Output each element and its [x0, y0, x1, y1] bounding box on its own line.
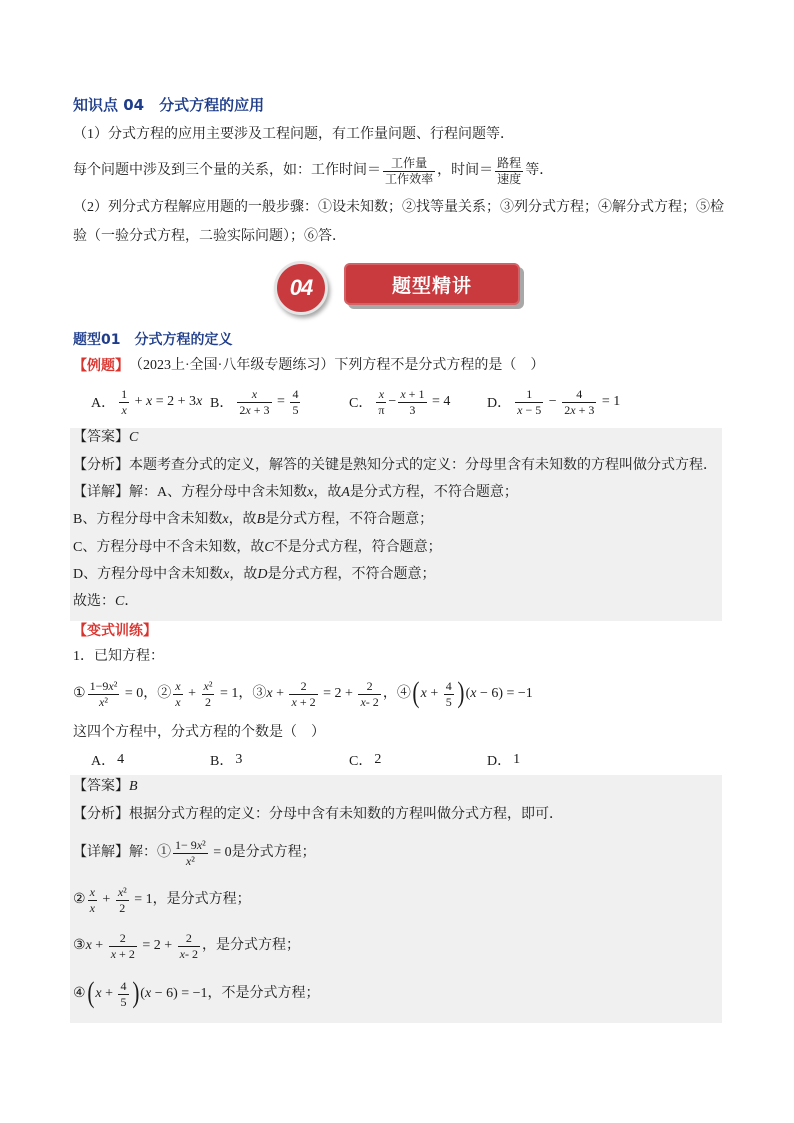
option-value: 2: [374, 752, 382, 767]
text-run: 2: [119, 900, 126, 915]
option-expression: [117, 387, 202, 416]
math-variable: x: [175, 679, 181, 694]
fraction-denominator: [495, 172, 523, 186]
text-run: ²: [202, 838, 206, 853]
fraction-numerator: [515, 387, 543, 401]
fraction-denominator: [202, 695, 215, 709]
text-run: +: [101, 986, 117, 1001]
text-run: 解：①: [129, 845, 171, 860]
math-variable: x: [570, 402, 576, 417]
math-variable: x: [245, 402, 251, 417]
text-run: = 2 +: [319, 686, 357, 701]
detail-line: [73, 538, 442, 558]
knowledge-point-formula-line: [73, 151, 553, 191]
text-run: ²: [123, 885, 127, 900]
answer-line: [73, 428, 138, 448]
fraction: [495, 156, 523, 185]
text-run: −: [388, 394, 397, 409]
detail-text: [129, 483, 518, 503]
math-variable: x: [179, 946, 185, 961]
detail-line: [73, 880, 251, 920]
variant-option-b: [210, 750, 242, 770]
fraction-numerator: [562, 387, 596, 401]
fraction: [109, 931, 137, 960]
detail-line: [73, 974, 320, 1014]
text-run: + 2: [116, 946, 135, 961]
variant-training-tag: 【变式训练】: [73, 623, 157, 639]
option-value: 3: [235, 752, 243, 767]
text-run: +: [98, 892, 114, 907]
text-run: 2: [366, 679, 373, 694]
math-variable: x: [517, 402, 523, 417]
analysis-line: [73, 805, 563, 825]
math-variable: C: [264, 540, 274, 555]
text-run: 5: [292, 402, 299, 417]
answer-tag: 【答案】: [73, 430, 129, 445]
text-run: 1: [526, 387, 533, 402]
math-variable: C: [115, 594, 125, 609]
detail-line: [73, 926, 300, 966]
text-run: +: [131, 394, 147, 409]
text-run: ③: [73, 938, 86, 953]
text-run: 4: [292, 387, 299, 402]
section-title-banner: [344, 263, 520, 305]
text-run: + 1: [405, 387, 425, 402]
example-option-d: [487, 384, 620, 420]
text-run: 路程: [497, 156, 522, 171]
text-run: 5: [445, 694, 452, 709]
math-variable: x: [121, 402, 127, 417]
option-label: C．: [349, 396, 373, 411]
fraction-numerator: [119, 387, 129, 401]
text-run: + 3: [575, 402, 595, 417]
fraction-denominator: [444, 695, 454, 709]
fraction: [289, 679, 317, 708]
option-value: 1: [513, 752, 521, 767]
text-run: 工作效率: [385, 171, 434, 186]
text-run: 1: [121, 387, 128, 402]
knowledge-point-steps-line-continued: 验（一验分式方程，二验实际问题）；⑥答．: [73, 229, 346, 244]
text-run: =: [273, 394, 289, 409]
text-run: = 0是分式方程；: [209, 845, 316, 860]
fraction: [383, 156, 435, 185]
fraction: [562, 387, 596, 416]
fraction-denominator: [119, 403, 129, 417]
fraction-numerator: [88, 679, 120, 693]
fraction-numerator: [237, 387, 271, 401]
option-value: 4: [117, 752, 125, 767]
text-run: 故选：: [73, 594, 115, 609]
math-variable: x: [110, 946, 117, 961]
math-variable: x: [185, 853, 192, 868]
analysis-text: 本题考查分式的定义，解答的关键是熟知分式的定义：分母里含有未知数的方程叫做分式方程．: [129, 458, 717, 473]
text-run: 2: [204, 694, 211, 709]
text-run: 2: [564, 402, 571, 417]
math-variable: x: [420, 686, 427, 701]
option-label: B．: [210, 396, 234, 411]
text-run: 1− 9: [175, 838, 197, 853]
text-run: - 2: [365, 694, 379, 709]
option-label: D．: [487, 396, 512, 411]
fraction-denominator: [290, 403, 300, 417]
detail-text: [73, 538, 442, 558]
detail-text: [73, 885, 251, 914]
fraction-numerator: [289, 679, 317, 693]
text-run: ²: [208, 679, 213, 694]
detail-tag: 【详解】: [73, 845, 129, 860]
text-run: 速度: [497, 171, 522, 186]
detail-line: [73, 565, 435, 585]
text-run: (: [140, 986, 145, 1001]
equations-line: [73, 674, 533, 714]
answer-value: B: [129, 779, 138, 794]
text-run: ²: [113, 679, 118, 694]
fraction-denominator: [173, 695, 182, 709]
text-run: +: [184, 686, 200, 701]
text-run: +: [272, 686, 288, 701]
fraction: [178, 931, 200, 960]
detail-text: [129, 838, 316, 867]
fraction: [237, 387, 271, 416]
fraction-denominator: [376, 403, 386, 417]
text-run: ，时间＝: [437, 163, 494, 178]
detail-line: [73, 510, 433, 530]
math-variable: x: [307, 485, 314, 500]
fraction-numerator: [358, 679, 380, 693]
detail-line: [73, 592, 138, 612]
knowledge-point-paragraph: （1）分式方程的应用主要涉及工程问题，有工作量问题、行程问题等．: [73, 127, 514, 142]
math-variable: x: [89, 885, 95, 900]
math-variable: x: [144, 986, 152, 1001]
section-number-badge: [274, 261, 328, 315]
math-variable: x: [95, 986, 102, 1001]
text-run: = 2 +: [138, 938, 176, 953]
math-variable: x: [203, 679, 209, 694]
fraction-denominator: [178, 947, 200, 961]
text-run: +: [91, 938, 107, 953]
fraction-numerator: [178, 931, 200, 945]
detail-line: [73, 483, 518, 503]
fraction: [358, 679, 380, 708]
detail-text: [73, 592, 138, 612]
variant-option-d: [487, 750, 520, 770]
option-expression: [513, 387, 620, 416]
math-variable: A: [341, 485, 350, 500]
fraction-numerator: [173, 838, 208, 852]
answer-value: C: [129, 430, 139, 445]
text-run: (: [465, 686, 471, 701]
detail-tag: 【详解】: [73, 485, 129, 500]
fraction-numerator: [495, 156, 523, 170]
math-variable: x: [470, 686, 477, 701]
large-parenthesis: (: [86, 977, 94, 1010]
text-run: = 1，是分式方程；: [130, 892, 251, 907]
math-variable: x: [251, 387, 258, 402]
text-run: 4: [120, 979, 127, 994]
fraction-denominator: [383, 172, 435, 186]
analysis-line: [73, 456, 717, 476]
math-variable: x: [175, 694, 181, 709]
math-variable: D: [257, 567, 268, 582]
fraction: [88, 679, 120, 708]
example-tag: 【例题】: [73, 358, 129, 374]
text-run: ²: [104, 694, 108, 709]
text-run: 每个问题中涉及到三个量的关系，如：工作时间＝: [73, 163, 381, 178]
fraction-denominator: [109, 947, 137, 961]
answer-line: [73, 777, 138, 797]
math-variable: x: [291, 694, 297, 709]
fraction-denominator: [289, 695, 317, 709]
text-run: −: [545, 394, 561, 409]
fraction-denominator: [118, 995, 128, 1009]
option-label: A．: [91, 396, 116, 411]
text-run: 2: [239, 402, 246, 417]
analysis-tag: 【分析】: [73, 807, 129, 822]
text-run: ，故: [228, 512, 257, 527]
large-parenthesis: (: [412, 677, 420, 710]
analysis-text: 根据分式方程的定义：分母中含有未知数的方程叫做分式方程，即可．: [129, 807, 563, 822]
fraction: [173, 838, 208, 867]
option-label: D．: [487, 754, 512, 769]
math-variable: x: [196, 394, 203, 409]
text-run: B、方程分母中含未知数: [73, 512, 223, 527]
text-run: = 2 + 3: [152, 394, 197, 409]
math-variable: x: [378, 387, 385, 402]
fraction-denominator: [88, 695, 120, 709]
example-option-a: [91, 384, 202, 420]
text-run: ²: [191, 853, 195, 868]
text-run: 是分式方程，不符合题意；: [349, 485, 518, 500]
fraction: [118, 979, 128, 1008]
text-run: C、方程分母中不含未知数，故: [73, 540, 265, 555]
text-run: +: [426, 686, 442, 701]
fraction-numerator: [290, 387, 300, 401]
knowledge-point-heading: 知识点 04 分式方程的应用: [73, 96, 265, 114]
answer-tag: 【答案】: [73, 779, 129, 794]
text-run: + 3: [250, 402, 270, 417]
math-variable: x: [108, 679, 114, 694]
math-variable: B: [256, 512, 266, 527]
section-number: 04: [289, 275, 313, 300]
fraction-numerator: [444, 679, 454, 693]
fraction-numerator: [202, 679, 215, 693]
fraction: [444, 679, 454, 708]
example-option-c: [349, 384, 450, 420]
detail-text: [73, 565, 435, 585]
math-variable: x: [98, 694, 105, 709]
text-run: 是分式方程，不符合题意；: [267, 567, 436, 582]
text-run: = 4: [428, 394, 451, 409]
fraction: [116, 885, 129, 914]
text-run: − 5: [522, 402, 542, 417]
text-run: 5: [120, 994, 127, 1009]
text-run: 4: [576, 387, 583, 402]
math-variable: x: [89, 900, 95, 915]
fraction: [119, 387, 129, 416]
fraction-denominator: [116, 901, 129, 915]
variant-option-c: [349, 750, 381, 770]
text-run: ．: [124, 594, 139, 609]
text-run: = 1，③: [216, 686, 267, 701]
text-run: 2: [300, 679, 307, 694]
question-text: 这四个方程中，分式方程的个数是（ ）: [73, 725, 325, 740]
equations-list: [73, 679, 533, 708]
option-expression: [374, 387, 450, 416]
math-variable: x: [400, 387, 406, 402]
fraction-numerator: [109, 931, 137, 945]
text-run: D、方程分母中含未知数: [73, 567, 224, 582]
detail-text: [73, 931, 300, 960]
text-run: 2: [119, 931, 126, 946]
fraction: [173, 679, 182, 708]
math-variable: x: [360, 694, 366, 709]
fraction-denominator: [515, 403, 543, 417]
detail-text: [73, 979, 320, 1008]
fraction: [515, 387, 543, 416]
example-prompt: （2023上·全国·八年级专题练习）下列方程不是分式方程的是（ ）: [129, 358, 545, 373]
fraction-denominator: [88, 901, 97, 915]
math-variable: x: [146, 394, 153, 409]
text-run: 不是分式方程，符合题意；: [273, 540, 442, 555]
fraction-numerator: [118, 979, 128, 993]
text-run: 是分式方程，不符合题意；: [265, 512, 434, 527]
text-run: 1−9: [89, 679, 109, 694]
text-run: 3: [409, 402, 416, 417]
math-variable: x: [222, 512, 229, 527]
fraction: [398, 387, 426, 416]
fraction-numerator: [376, 387, 386, 401]
text-run: 工作量: [391, 156, 428, 171]
fraction: [202, 679, 215, 708]
fraction-numerator: [88, 885, 97, 899]
text-run: π: [378, 402, 385, 417]
option-label: B．: [210, 754, 234, 769]
option-label: C．: [349, 754, 373, 769]
text-run: 4: [445, 679, 452, 694]
variant-option-a: [91, 750, 124, 770]
fraction-denominator: [173, 854, 208, 868]
text-run: ②: [73, 892, 86, 907]
formula-sentence: [73, 156, 553, 185]
text-run: 2: [185, 931, 192, 946]
option-label: A．: [91, 754, 116, 769]
question-type-heading: 题型01 分式方程的定义: [73, 332, 233, 348]
fraction-numerator: [116, 885, 129, 899]
text-run: = 0，②: [121, 686, 172, 701]
text-run: + 2: [296, 694, 316, 709]
text-run: − 6) = −1，不是分式方程；: [151, 986, 320, 1001]
text-run: ，是分式方程；: [202, 938, 301, 953]
example-question: [73, 356, 544, 376]
fraction-denominator: [358, 695, 380, 709]
fraction-denominator: [398, 403, 426, 417]
fraction-denominator: [562, 403, 596, 417]
text-run: 解：A、方程分母中含未知数: [129, 485, 308, 500]
large-parenthesis: ): [131, 977, 139, 1010]
example-option-b: [210, 384, 302, 420]
fraction: [290, 387, 300, 416]
math-variable: x: [223, 567, 230, 582]
fraction-denominator: [237, 403, 271, 417]
option-expression: [235, 387, 302, 416]
knowledge-point-steps-line: （2）列分式方程解应用题的一般步骤：①设未知数；②找等量关系；③列分式方程；④解分式方程；⑤检: [73, 200, 724, 215]
analysis-tag: 【分析】: [73, 458, 129, 473]
math-variable: x: [266, 686, 273, 701]
text-run: - 2: [185, 946, 199, 961]
text-run: ，④: [382, 686, 411, 701]
math-variable: x: [85, 938, 92, 953]
fraction-numerator: [383, 156, 435, 170]
large-parenthesis: ): [457, 677, 465, 710]
text-run: ①: [73, 686, 86, 701]
detail-text: [73, 510, 433, 530]
text-run: 等．: [525, 163, 554, 178]
text-run: ，故: [313, 485, 342, 500]
text-run: − 6) = −1: [476, 686, 533, 701]
question-stem: 1．已知方程：: [73, 649, 164, 664]
section-title: 题型精讲: [391, 274, 472, 297]
math-variable: x: [196, 838, 203, 853]
text-run: ④: [73, 986, 86, 1001]
fraction-numerator: [398, 387, 426, 401]
math-variable: x: [117, 885, 124, 900]
fraction-numerator: [173, 679, 182, 693]
detail-line: [73, 833, 316, 873]
fraction: [376, 387, 386, 416]
text-run: = 1: [598, 394, 621, 409]
fraction: [88, 885, 97, 914]
text-run: ，故: [229, 567, 258, 582]
